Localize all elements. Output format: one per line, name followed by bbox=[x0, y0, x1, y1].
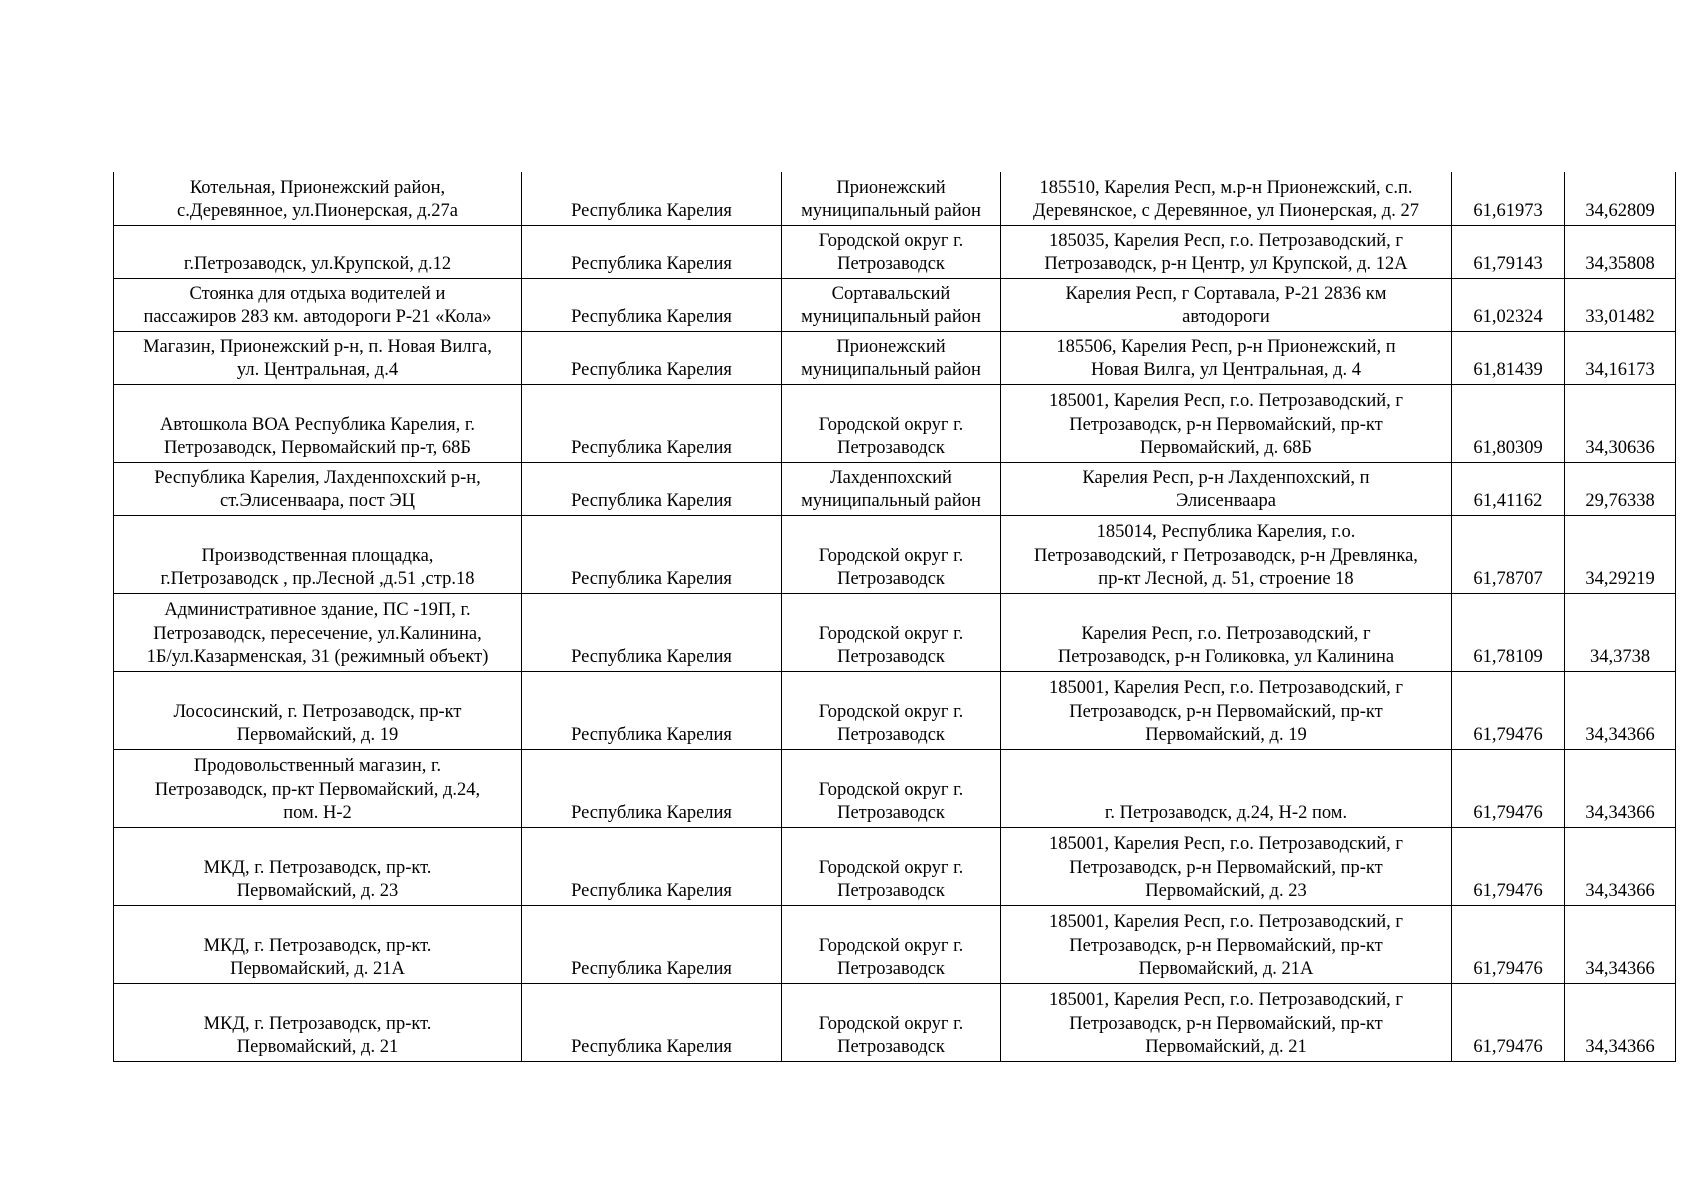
longitude-cell: 34,34366 bbox=[1565, 749, 1676, 827]
table-row bbox=[114, 749, 1676, 827]
document-sheet bbox=[113, 172, 1675, 1062]
object-name-cell: Магазин, Прионежский р-н, п. Новая Вилга, ул. Центральная, д.4 bbox=[114, 331, 522, 384]
region-cell: Республика Карелия bbox=[522, 905, 782, 983]
municipality-cell: Городской округ г. Петрозаводск bbox=[782, 515, 1001, 593]
region-cell: Республика Карелия bbox=[522, 593, 782, 671]
object-name-cell: Продовольственный магазин, г. Петрозаводск, пр-кт Первомайский, д.24, пом. Н-2 bbox=[114, 749, 522, 827]
address-cell: 185001, Карелия Респ, г.о. Петрозаводский, г Петрозаводск, р-н Первомайский, пр-кт Первомайский, д. 19 bbox=[1001, 671, 1452, 749]
longitude-cell: 34,34366 bbox=[1565, 905, 1676, 983]
municipality-cell: Лахденпохский муниципальный район bbox=[782, 462, 1001, 515]
table-row bbox=[114, 515, 1676, 593]
region-cell: Республика Карелия bbox=[522, 172, 782, 225]
object-name-cell: МКД, г. Петрозаводск, пр-кт. Первомайский, д. 23 bbox=[114, 827, 522, 905]
object-name-cell: Лососинский, г. Петрозаводск, пр-кт Первомайский, д. 19 bbox=[114, 671, 522, 749]
address-cell: г. Петрозаводск, д.24, Н-2 пом. bbox=[1001, 749, 1452, 827]
latitude-cell: 61,80309 bbox=[1452, 384, 1565, 462]
municipality-cell: Городской округ г. Петрозаводск bbox=[782, 671, 1001, 749]
latitude-cell: 61,79476 bbox=[1452, 905, 1565, 983]
table-row bbox=[114, 462, 1676, 515]
latitude-cell: 61,79143 bbox=[1452, 225, 1565, 278]
region-cell: Республика Карелия bbox=[522, 462, 782, 515]
table-row bbox=[114, 593, 1676, 671]
table-row bbox=[114, 827, 1676, 905]
latitude-cell: 61,81439 bbox=[1452, 331, 1565, 384]
address-cell: 185001, Карелия Респ, г.о. Петрозаводский, г Петрозаводск, р-н Первомайский, пр-кт Первомайский, д. 21 bbox=[1001, 983, 1452, 1061]
region-cell: Республика Карелия bbox=[522, 384, 782, 462]
municipality-cell: Городской округ г. Петрозаводск bbox=[782, 593, 1001, 671]
longitude-cell: 34,30636 bbox=[1565, 384, 1676, 462]
longitude-cell: 34,29219 bbox=[1565, 515, 1676, 593]
latitude-cell: 61,78707 bbox=[1452, 515, 1565, 593]
region-cell: Республика Карелия bbox=[522, 515, 782, 593]
longitude-cell: 29,76338 bbox=[1565, 462, 1676, 515]
municipality-cell: Городской округ г. Петрозаводск bbox=[782, 384, 1001, 462]
longitude-cell: 34,35808 bbox=[1565, 225, 1676, 278]
table-row bbox=[114, 671, 1676, 749]
municipality-cell: Городской округ г. Петрозаводск bbox=[782, 749, 1001, 827]
table-row bbox=[114, 278, 1676, 331]
address-cell: Карелия Респ, г Сортавала, Р-21 2836 км автодороги bbox=[1001, 278, 1452, 331]
object-name-cell: МКД, г. Петрозаводск, пр-кт. Первомайский, д. 21А bbox=[114, 905, 522, 983]
longitude-cell: 34,62809 bbox=[1565, 172, 1676, 225]
latitude-cell: 61,41162 bbox=[1452, 462, 1565, 515]
longitude-cell: 34,3738 bbox=[1565, 593, 1676, 671]
longitude-cell: 34,34366 bbox=[1565, 671, 1676, 749]
municipality-cell: Городской округ г. Петрозаводск bbox=[782, 905, 1001, 983]
objects-table bbox=[113, 172, 1676, 1062]
table-row bbox=[114, 225, 1676, 278]
latitude-cell: 61,79476 bbox=[1452, 671, 1565, 749]
address-cell: 185506, Карелия Респ, р-н Прионежский, п Новая Вилга, ул Центральная, д. 4 bbox=[1001, 331, 1452, 384]
address-cell: 185001, Карелия Респ, г.о. Петрозаводский, г Петрозаводск, р-н Первомайский, пр-кт Первомайский, д. 68Б bbox=[1001, 384, 1452, 462]
table-row bbox=[114, 331, 1676, 384]
longitude-cell: 33,01482 bbox=[1565, 278, 1676, 331]
latitude-cell: 61,78109 bbox=[1452, 593, 1565, 671]
longitude-cell: 34,34366 bbox=[1565, 983, 1676, 1061]
table-row bbox=[114, 983, 1676, 1061]
municipality-cell: Городской округ г. Петрозаводск bbox=[782, 983, 1001, 1061]
region-cell: Республика Карелия bbox=[522, 983, 782, 1061]
object-name-cell: Административное здание, ПС -19П, г. Петрозаводск, пересечение, ул.Калинина, 1Б/ул.Казарменская, 31 (режимный объект) bbox=[114, 593, 522, 671]
objects-table-body bbox=[114, 172, 1676, 1061]
latitude-cell: 61,02324 bbox=[1452, 278, 1565, 331]
municipality-cell: Городской округ г. Петрозаводск bbox=[782, 225, 1001, 278]
object-name-cell: г.Петрозаводск, ул.Крупской, д.12 bbox=[114, 225, 522, 278]
region-cell: Республика Карелия bbox=[522, 331, 782, 384]
address-cell: Карелия Респ, г.о. Петрозаводский, г Петрозаводск, р-н Голиковка, ул Калинина bbox=[1001, 593, 1452, 671]
table-row bbox=[114, 172, 1676, 225]
region-cell: Республика Карелия bbox=[522, 225, 782, 278]
address-cell: 185014, Республика Карелия, г.о. Петрозаводский, г Петрозаводск, р-н Древлянка, пр-кт Лесной, д. 51, строение 18 bbox=[1001, 515, 1452, 593]
longitude-cell: 34,34366 bbox=[1565, 827, 1676, 905]
latitude-cell: 61,79476 bbox=[1452, 983, 1565, 1061]
address-cell: 185035, Карелия Респ, г.о. Петрозаводский, г Петрозаводск, р-н Центр, ул Крупской, д. 12А bbox=[1001, 225, 1452, 278]
municipality-cell: Сортавальский муниципальный район bbox=[782, 278, 1001, 331]
municipality-cell: Прионежский муниципальный район bbox=[782, 172, 1001, 225]
address-cell: 185001, Карелия Респ, г.о. Петрозаводский, г Петрозаводск, р-н Первомайский, пр-кт Первомайский, д. 23 bbox=[1001, 827, 1452, 905]
object-name-cell: Автошкола ВОА Республика Карелия, г. Петрозаводск, Первомайский пр-т, 68Б bbox=[114, 384, 522, 462]
longitude-cell: 34,16173 bbox=[1565, 331, 1676, 384]
object-name-cell: Котельная, Прионежский район, с.Деревянное, ул.Пионерская, д.27а bbox=[114, 172, 522, 225]
address-cell: 185001, Карелия Респ, г.о. Петрозаводский, г Петрозаводск, р-н Первомайский, пр-кт Первомайский, д. 21А bbox=[1001, 905, 1452, 983]
region-cell: Республика Карелия bbox=[522, 749, 782, 827]
latitude-cell: 61,61973 bbox=[1452, 172, 1565, 225]
object-name-cell: Стоянка для отдыха водителей и пассажиров 283 км. автодороги Р-21 «Кола» bbox=[114, 278, 522, 331]
region-cell: Республика Карелия bbox=[522, 671, 782, 749]
address-cell: 185510, Карелия Респ, м.р-н Прионежский, с.п. Деревянское, с Деревянное, ул Пионерская, д. 27 bbox=[1001, 172, 1452, 225]
municipality-cell: Прионежский муниципальный район bbox=[782, 331, 1001, 384]
table-row bbox=[114, 384, 1676, 462]
object-name-cell: Республика Карелия, Лахденпохский р-н, ст.Элисенваара, пост ЭЦ bbox=[114, 462, 522, 515]
latitude-cell: 61,79476 bbox=[1452, 749, 1565, 827]
latitude-cell: 61,79476 bbox=[1452, 827, 1565, 905]
region-cell: Республика Карелия bbox=[522, 827, 782, 905]
object-name-cell: Производственная площадка, г.Петрозаводск , пр.Лесной ,д.51 ,стр.18 bbox=[114, 515, 522, 593]
municipality-cell: Городской округ г. Петрозаводск bbox=[782, 827, 1001, 905]
region-cell: Республика Карелия bbox=[522, 278, 782, 331]
table-row bbox=[114, 905, 1676, 983]
address-cell: Карелия Респ, р-н Лахденпохский, п Элисенваара bbox=[1001, 462, 1452, 515]
object-name-cell: МКД, г. Петрозаводск, пр-кт. Первомайский, д. 21 bbox=[114, 983, 522, 1061]
